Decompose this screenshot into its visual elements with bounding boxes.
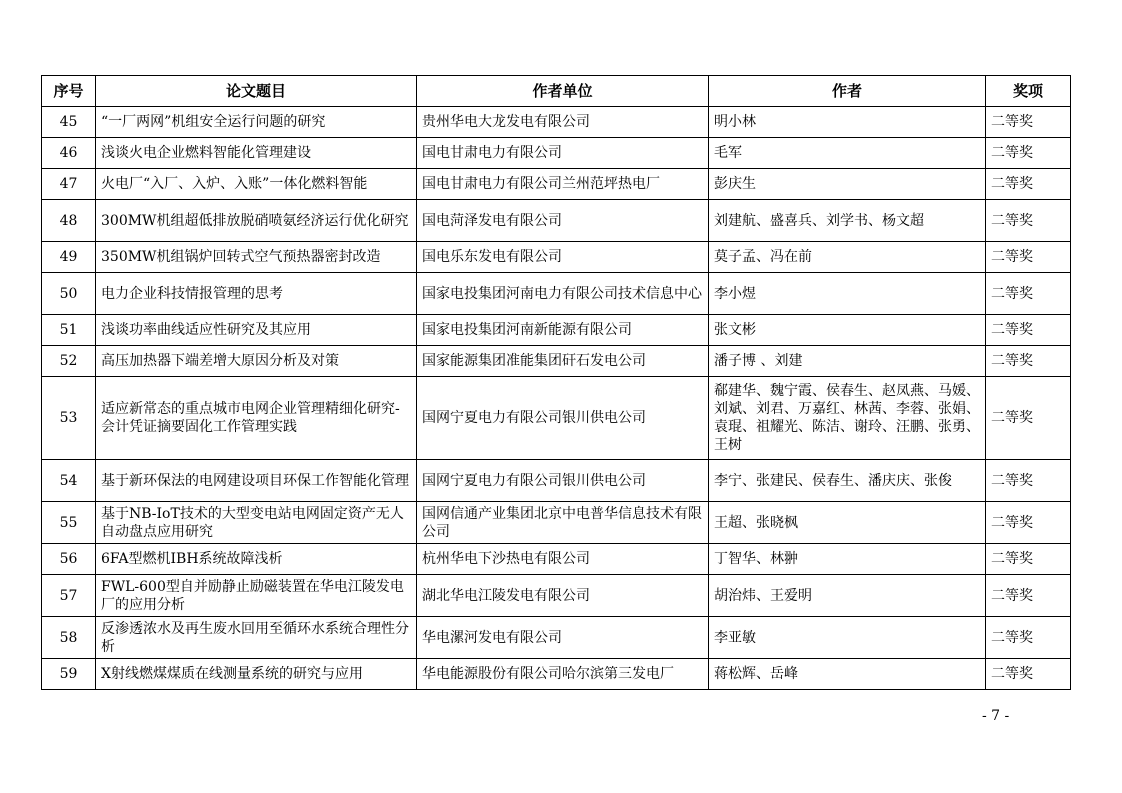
cell-no: 47 bbox=[42, 169, 96, 200]
cell-title: 350MW机组锅炉回转式空气预热器密封改造 bbox=[96, 242, 417, 273]
cell-award: 二等奖 bbox=[986, 315, 1071, 346]
cell-authors: 明小林 bbox=[709, 107, 986, 138]
cell-unit: 国家电投集团河南电力有限公司技术信息中心 bbox=[417, 273, 709, 315]
cell-title: 6FA型燃机IBH系统故障浅析 bbox=[96, 544, 417, 575]
cell-no: 45 bbox=[42, 107, 96, 138]
cell-title: “一厂两网”机组安全运行问题的研究 bbox=[96, 107, 417, 138]
cell-no: 51 bbox=[42, 315, 96, 346]
cell-authors: 莫子孟、冯在前 bbox=[709, 242, 986, 273]
cell-authors: 李小煜 bbox=[709, 273, 986, 315]
cell-title: X射线燃煤煤质在线测量系统的研究与应用 bbox=[96, 659, 417, 690]
cell-title: FWL-600型自并励静止励磁装置在华电江陵发电厂的应用分析 bbox=[96, 575, 417, 617]
header-row bbox=[42, 76, 1071, 107]
cell-authors: 丁智华、林翀 bbox=[709, 544, 986, 575]
table-row bbox=[42, 659, 1071, 690]
cell-award: 二等奖 bbox=[986, 169, 1071, 200]
cell-unit: 华电能源股份有限公司哈尔滨第三发电厂 bbox=[417, 659, 709, 690]
cell-unit: 国家能源集团准能集团矸石发电公司 bbox=[417, 346, 709, 377]
cell-title: 基于新环保法的电网建设项目环保工作智能化管理 bbox=[96, 460, 417, 502]
cell-authors: 蒋松辉、岳峰 bbox=[709, 659, 986, 690]
table-row bbox=[42, 138, 1071, 169]
cell-authors: 张文彬 bbox=[709, 315, 986, 346]
cell-unit: 华电漯河发电有限公司 bbox=[417, 617, 709, 659]
table-row bbox=[42, 502, 1071, 544]
cell-title: 电力企业科技情报管理的思考 bbox=[96, 273, 417, 315]
cell-title: 火电厂“入厂、入炉、入账”一体化燃料智能 bbox=[96, 169, 417, 200]
cell-authors: 王超、张晓枫 bbox=[709, 502, 986, 544]
cell-no: 48 bbox=[42, 200, 96, 242]
cell-unit: 国电甘肃电力有限公司 bbox=[417, 138, 709, 169]
table-body bbox=[42, 107, 1071, 690]
cell-no: 50 bbox=[42, 273, 96, 315]
cell-title: 300MW机组超低排放脱硝喷氨经济运行优化研究 bbox=[96, 200, 417, 242]
table-row bbox=[42, 169, 1071, 200]
table-row bbox=[42, 377, 1071, 460]
cell-award: 二等奖 bbox=[986, 273, 1071, 315]
cell-unit: 国电乐东发电有限公司 bbox=[417, 242, 709, 273]
cell-unit: 国家电投集团河南新能源有限公司 bbox=[417, 315, 709, 346]
table-row bbox=[42, 460, 1071, 502]
table-row bbox=[42, 273, 1071, 315]
cell-authors: 李宁、张建民、侯春生、潘庆庆、张俊 bbox=[709, 460, 986, 502]
cell-award: 二等奖 bbox=[986, 460, 1071, 502]
cell-award: 二等奖 bbox=[986, 377, 1071, 460]
cell-no: 55 bbox=[42, 502, 96, 544]
cell-no: 49 bbox=[42, 242, 96, 273]
table-row bbox=[42, 200, 1071, 242]
cell-unit: 杭州华电下沙热电有限公司 bbox=[417, 544, 709, 575]
cell-award: 二等奖 bbox=[986, 617, 1071, 659]
header-unit: 作者单位 bbox=[417, 76, 709, 107]
cell-award: 二等奖 bbox=[986, 575, 1071, 617]
cell-award: 二等奖 bbox=[986, 242, 1071, 273]
cell-no: 58 bbox=[42, 617, 96, 659]
cell-authors: 彭庆生 bbox=[709, 169, 986, 200]
cell-title: 基于NB-IoT技术的大型变电站电网固定资产无人自动盘点应用研究 bbox=[96, 502, 417, 544]
table-row bbox=[42, 107, 1071, 138]
cell-authors: 刘建航、盛喜兵、刘学书、杨文超 bbox=[709, 200, 986, 242]
cell-award: 二等奖 bbox=[986, 107, 1071, 138]
page-number: - 7 - bbox=[982, 708, 1010, 724]
table-row bbox=[42, 617, 1071, 659]
cell-unit: 国网信通产业集团北京中电普华信息技术有限公司 bbox=[417, 502, 709, 544]
cell-title: 浅谈功率曲线适应性研究及其应用 bbox=[96, 315, 417, 346]
cell-no: 56 bbox=[42, 544, 96, 575]
cell-unit: 国网宁夏电力有限公司银川供电公司 bbox=[417, 460, 709, 502]
header-no: 序号 bbox=[42, 76, 96, 107]
table-row bbox=[42, 242, 1071, 273]
cell-authors: 郗建华、魏宁霞、侯春生、赵凤燕、马媛、刘斌、刘君、万嘉红、林茜、李蓉、张娟、袁琨、祖耀光、陈洁、谢玲、汪鹏、张勇、王树 bbox=[709, 377, 986, 460]
cell-no: 57 bbox=[42, 575, 96, 617]
cell-authors: 毛军 bbox=[709, 138, 986, 169]
cell-authors: 李亚敏 bbox=[709, 617, 986, 659]
cell-title: 浅谈火电企业燃料智能化管理建设 bbox=[96, 138, 417, 169]
cell-award: 二等奖 bbox=[986, 659, 1071, 690]
cell-award: 二等奖 bbox=[986, 138, 1071, 169]
table-row bbox=[42, 346, 1071, 377]
cell-unit: 湖北华电江陵发电有限公司 bbox=[417, 575, 709, 617]
table-header bbox=[42, 76, 1071, 107]
cell-unit: 国网宁夏电力有限公司银川供电公司 bbox=[417, 377, 709, 460]
cell-award: 二等奖 bbox=[986, 502, 1071, 544]
header-authors: 作者 bbox=[709, 76, 986, 107]
cell-title: 适应新常态的重点城市电网企业管理精细化研究-会计凭证摘要固化工作管理实践 bbox=[96, 377, 417, 460]
cell-unit: 国电甘肃电力有限公司兰州范坪热电厂 bbox=[417, 169, 709, 200]
header-award: 奖项 bbox=[986, 76, 1071, 107]
cell-unit: 国电菏泽发电有限公司 bbox=[417, 200, 709, 242]
cell-no: 54 bbox=[42, 460, 96, 502]
cell-title: 反渗透浓水及再生废水回用至循环水系统合理性分析 bbox=[96, 617, 417, 659]
cell-title: 高压加热器下端差增大原因分析及对策 bbox=[96, 346, 417, 377]
cell-no: 52 bbox=[42, 346, 96, 377]
cell-authors: 胡治炜、王爱明 bbox=[709, 575, 986, 617]
header-title: 论文题目 bbox=[96, 76, 417, 107]
cell-authors: 潘子博 、刘建 bbox=[709, 346, 986, 377]
table-row bbox=[42, 575, 1071, 617]
cell-award: 二等奖 bbox=[986, 544, 1071, 575]
cell-unit: 贵州华电大龙发电有限公司 bbox=[417, 107, 709, 138]
table-row bbox=[42, 544, 1071, 575]
cell-no: 46 bbox=[42, 138, 96, 169]
cell-award: 二等奖 bbox=[986, 346, 1071, 377]
cell-no: 53 bbox=[42, 377, 96, 460]
awards-table bbox=[41, 75, 1071, 690]
cell-no: 59 bbox=[42, 659, 96, 690]
cell-award: 二等奖 bbox=[986, 200, 1071, 242]
table-row bbox=[42, 315, 1071, 346]
